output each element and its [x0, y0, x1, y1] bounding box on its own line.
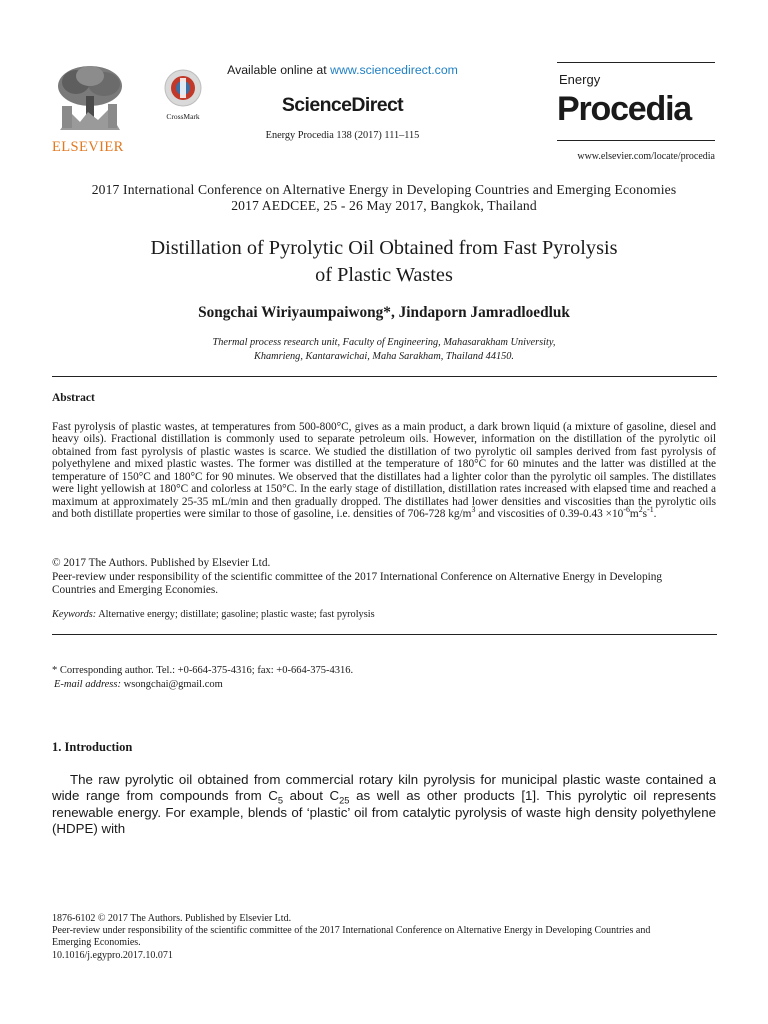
crossmark-label: CrossMark: [166, 112, 200, 121]
journal-brand-box[interactable]: [557, 62, 715, 144]
abstract-heading: Abstract: [52, 392, 95, 404]
email-link[interactable]: wsongchai@gmail.com: [120, 679, 223, 690]
conference-line-2: 2017 AEDCEE, 25 - 26 May 2017, Bangkok, Thailand: [231, 198, 537, 213]
sciencedirect-logo[interactable]: ScienceDirect: [281, 94, 404, 116]
abstract-body: Fast pyrolysis of plastic wastes, at temperatures from 500-800°C, gives as a main product, a dark brown liquid (a mixture of gasoline, diesel and heavy oils). Fractional distillation is commonly used to separate petroleum oils. However, information on the distillation of the pyrolytic oil obtained from fast pyrolysis of plastic wastes is scarce. We studied the distillation of two pyrolytic oil samples derived from fast pyrolysis of polyethylene and mixed plastic wastes. The former was distilled at the temperature of 180°C for 60 minutes and the latter was distilled at the temperature of 150°C and 180°C for 90 minutes. We observed that the distillates had a lighter color than the pyrolytic oil samples. The distillates were light yellowish at 180°C and colorless at 150°C. In the early stage of distillation, distillation rates increased with elapsed time and reached a maximum at approximately 25-35 mL/min and then gradually dropped. The distillates had lower densities and viscosities than the pyrolytic oils and both distillate properties were similar to those of gasoline, i.e. densities of 706-728 $kg/m^3$ and viscosities of $0.39-0.43 \times 10^{-6}m^2s^{-1}$.: [52, 421, 716, 521]
keywords: Keywords: Alternative energy; distillate; gasoline; plastic waste; fast pyrolysis: [52, 609, 375, 620]
abstract-peer-review: Peer-review under responsibility of the scientific committee of the 2017 International Conference on Alternative Energy in Developing Countries and Emerging Economies.: [52, 571, 663, 596]
abstract-top-rule: [52, 376, 717, 377]
journal-homepage-link[interactable]: www.elsevier.com/locate/procedia: [577, 151, 715, 162]
email-address: E-mail address: wsongchai@gmail.com: [54, 679, 223, 690]
abstract-bottom-rule: [52, 634, 717, 635]
authors: Songchai Wiriyaumpaiwong*, Jindaporn Jamradloedluk: [198, 304, 570, 321]
paper-title-line-1: Distillation of Pyrolytic Oil Obtained from Fast Pyrolysis: [150, 237, 618, 259]
journal-reference: Energy Procedia 138 (2017) 111–115: [265, 130, 420, 141]
conference-line-1: 2017 International Conference on Alternative Energy in Developing Countries and Emerging Economies: [91, 182, 677, 197]
footer-doi[interactable]: 10.1016/j.egypro.2017.10.071: [52, 950, 173, 961]
introduction-heading: 1. Introduction: [52, 740, 133, 754]
footer-issn-copyright: 1876-6102 © 2017 The Authors. Published by Elsevier Ltd.: [52, 913, 292, 924]
footer-peer-review: Peer-review under responsibility of the scientific committee of the 2017 International Conference on Alternative Energy in Developing Countries and Emerging Economies.: [52, 925, 651, 948]
elsevier-tree-icon: [52, 62, 128, 134]
crossmark-icon: [163, 68, 203, 108]
abstract-copyright: © 2017 The Authors. Published by Elsevier Ltd.: [52, 557, 271, 569]
introduction-paragraph: The raw pyrolytic oil obtained from commercial rotary kiln pyrolysis for municipal plastic waste contained a wide range from compounds from $C_5$ about $C_{25}$ as well as other products [1]. This pyrolytic oil represents renewable energy. For example, blends of ‘plastic’ oil from catalytic pyrolysis of waste high density polyethylene (HDPE) with: [52, 772, 716, 836]
journal-brand-small: Energy: [559, 72, 601, 87]
elsevier-wordmark: ELSEVIER: [52, 139, 124, 155]
corresponding-author: * Corresponding author. Tel.: +0-664-375-4316; fax: +0-664-375-4316.: [52, 665, 354, 676]
available-online: Available online at www.sciencedirect.com: [227, 63, 458, 77]
crossmark-badge[interactable]: [160, 68, 206, 120]
elsevier-logo[interactable]: [52, 62, 128, 155]
sciencedirect-url-link[interactable]: www.sciencedirect.com: [330, 63, 458, 77]
journal-brand-large: Procedia: [557, 90, 692, 128]
paper-title: [40, 235, 728, 288]
paper-title-line-2: of Plastic Wastes: [315, 263, 453, 286]
affiliation: Thermal process research unit, Faculty of Engineering, Mahasarakham University, Khamrieng, Kantarawichai, Maha Sarakham, Thailand 44150.: [212, 337, 556, 362]
